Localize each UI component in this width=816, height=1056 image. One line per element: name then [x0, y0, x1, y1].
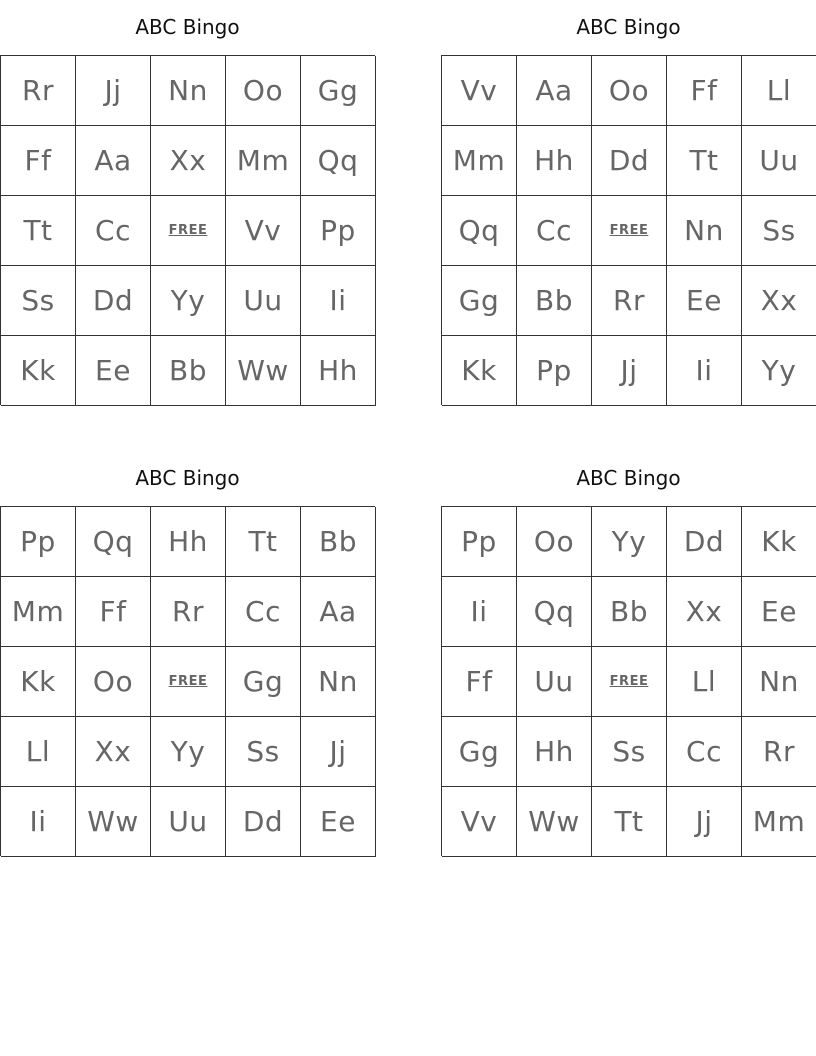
bingo-cell: Ww [226, 336, 301, 406]
bingo-cell: Yy [151, 717, 226, 787]
bingo-cell: Yy [742, 336, 816, 406]
bingo-cell: Nn [667, 196, 742, 266]
bingo-grid [0, 506, 375, 856]
bingo-card [441, 14, 816, 405]
bingo-cell: Gg [442, 717, 517, 787]
card-title: ABC Bingo [576, 466, 681, 490]
bingo-cell: Ss [592, 717, 667, 787]
bingo-cell: Yy [592, 507, 667, 577]
bingo-cell: Bb [151, 336, 226, 406]
bingo-cell: Tt [667, 126, 742, 196]
card-title: ABC Bingo [135, 15, 240, 39]
bingo-cell: Xx [76, 717, 151, 787]
bingo-cell: Ll [742, 56, 816, 126]
bingo-cell: Dd [76, 266, 151, 336]
bingo-cell: Yy [151, 266, 226, 336]
bingo-grid [441, 506, 816, 856]
bingo-cell: Ii [1, 787, 76, 857]
bingo-cell: Pp [517, 336, 592, 406]
bingo-cell: Xx [151, 126, 226, 196]
bingo-cell: Jj [76, 56, 151, 126]
bingo-cell: Nn [151, 56, 226, 126]
bingo-cell: Rr [742, 717, 816, 787]
card-title: ABC Bingo [576, 15, 681, 39]
bingo-cell: Ll [1, 717, 76, 787]
bingo-cell: Nn [742, 647, 816, 717]
bingo-cell: Cc [517, 196, 592, 266]
bingo-cell: Ff [667, 56, 742, 126]
bingo-cell: Kk [442, 336, 517, 406]
card-title: ABC Bingo [135, 466, 240, 490]
bingo-cell: Nn [301, 647, 376, 717]
bingo-cell: Vv [442, 787, 517, 857]
bingo-cell: Tt [226, 507, 301, 577]
bingo-cell: Ww [76, 787, 151, 857]
bingo-cell: Gg [301, 56, 376, 126]
bingo-cell: Vv [226, 196, 301, 266]
bingo-cell: Uu [151, 787, 226, 857]
bingo-grid [441, 55, 816, 405]
bingo-cell: Tt [592, 787, 667, 857]
bingo-cell: Cc [76, 196, 151, 266]
bingo-cell: Jj [301, 717, 376, 787]
free-space: FREE [151, 196, 226, 266]
bingo-cell: Aa [76, 126, 151, 196]
bingo-cell: Gg [442, 266, 517, 336]
bingo-cell: Ff [76, 577, 151, 647]
bingo-cell: Ff [442, 647, 517, 717]
bingo-cell: Oo [226, 56, 301, 126]
bingo-cell: Kk [742, 507, 816, 577]
bingo-cell: Ss [226, 717, 301, 787]
bingo-cell: Ss [1, 266, 76, 336]
bingo-cell: Xx [742, 266, 816, 336]
bingo-cell: Oo [517, 507, 592, 577]
bingo-cell: Kk [1, 647, 76, 717]
bingo-cell: Mm [442, 126, 517, 196]
bingo-cell: Ee [76, 336, 151, 406]
bingo-cell: Gg [226, 647, 301, 717]
bingo-cell: Oo [76, 647, 151, 717]
bingo-cell: Qq [76, 507, 151, 577]
bingo-card [441, 465, 816, 856]
bingo-cell: Rr [151, 577, 226, 647]
bingo-cell: Rr [1, 56, 76, 126]
bingo-cell: Cc [226, 577, 301, 647]
bingo-cell: Jj [592, 336, 667, 406]
bingo-cell: Dd [226, 787, 301, 857]
bingo-cell: Ii [442, 577, 517, 647]
bingo-cell: Qq [442, 196, 517, 266]
bingo-cell: Aa [517, 56, 592, 126]
bingo-cell: Oo [592, 56, 667, 126]
free-space: FREE [151, 647, 226, 717]
bingo-cell: Uu [226, 266, 301, 336]
bingo-cell: Ee [301, 787, 376, 857]
bingo-cell: Hh [517, 717, 592, 787]
bingo-cell: Cc [667, 717, 742, 787]
bingo-cell: Pp [1, 507, 76, 577]
bingo-cell: Mm [226, 126, 301, 196]
bingo-cell: Dd [592, 126, 667, 196]
bingo-cell: Hh [301, 336, 376, 406]
bingo-cell: Xx [667, 577, 742, 647]
bingo-cell: Uu [517, 647, 592, 717]
bingo-cell: Ee [667, 266, 742, 336]
bingo-cell: Vv [442, 56, 517, 126]
bingo-card [0, 465, 375, 856]
bingo-cell: Tt [1, 196, 76, 266]
bingo-cell: Kk [1, 336, 76, 406]
bingo-cell: Ww [517, 787, 592, 857]
bingo-card [0, 14, 375, 405]
bingo-cell: Qq [517, 577, 592, 647]
bingo-cell: Mm [1, 577, 76, 647]
bingo-cell: Uu [742, 126, 816, 196]
bingo-cell: Ss [742, 196, 816, 266]
free-space: FREE [592, 196, 667, 266]
bingo-cell: Mm [742, 787, 816, 857]
bingo-cell: Aa [301, 577, 376, 647]
bingo-cell: Rr [592, 266, 667, 336]
bingo-cell: Bb [301, 507, 376, 577]
bingo-cell: Pp [301, 196, 376, 266]
free-space: FREE [592, 647, 667, 717]
bingo-cell: Pp [442, 507, 517, 577]
bingo-cell: Hh [517, 126, 592, 196]
bingo-cell: Dd [667, 507, 742, 577]
bingo-cell: Jj [667, 787, 742, 857]
bingo-cell: Ii [667, 336, 742, 406]
bingo-cell: Bb [592, 577, 667, 647]
bingo-cell: Ll [667, 647, 742, 717]
bingo-cell: Ii [301, 266, 376, 336]
bingo-grid [0, 55, 375, 405]
bingo-cell: Qq [301, 126, 376, 196]
bingo-cell: Ff [1, 126, 76, 196]
bingo-cell: Hh [151, 507, 226, 577]
bingo-cell: Ee [742, 577, 816, 647]
bingo-cell: Bb [517, 266, 592, 336]
